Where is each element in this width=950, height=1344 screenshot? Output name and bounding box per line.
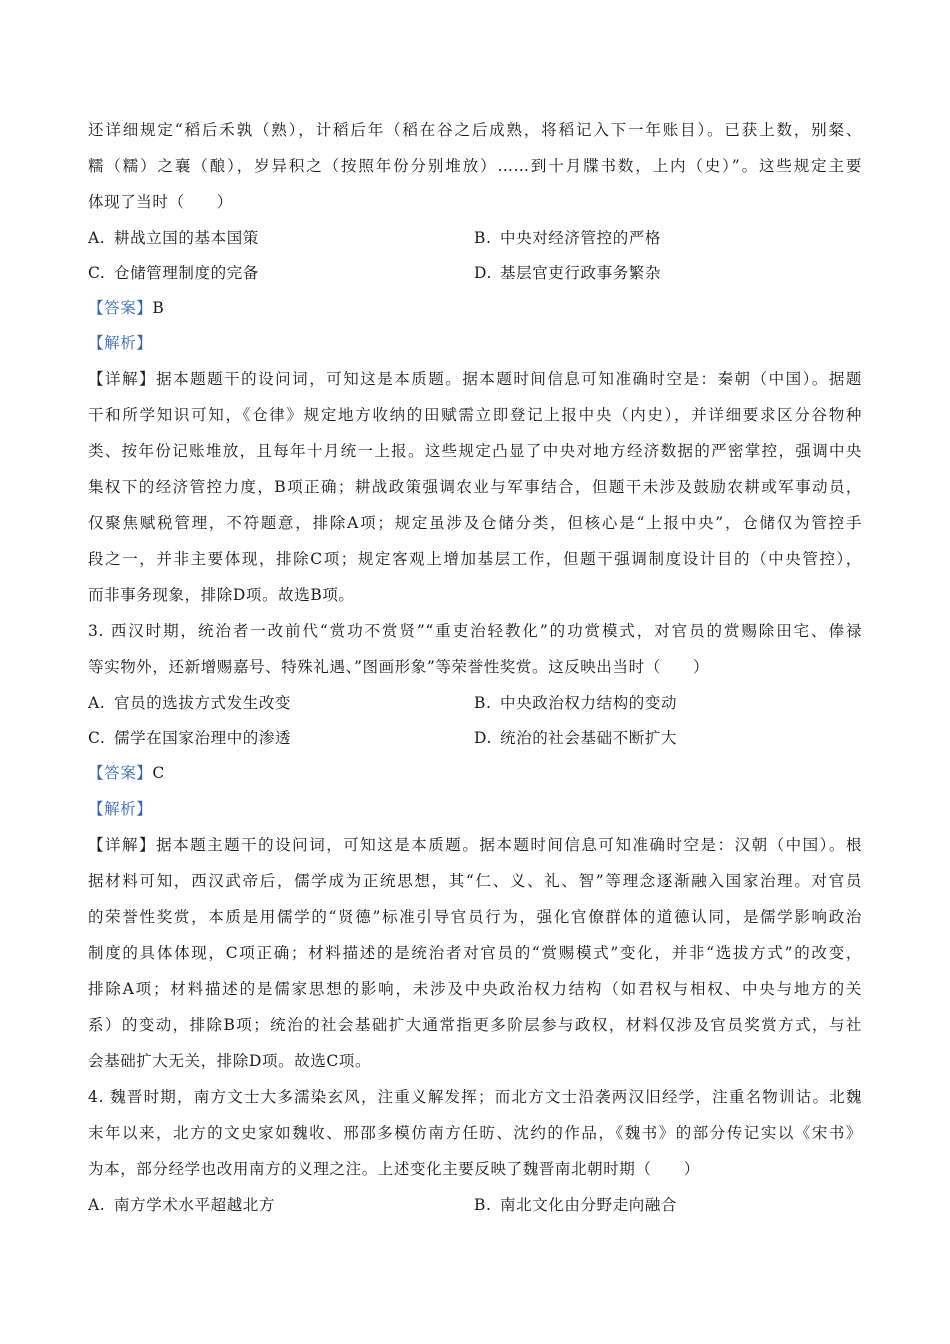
q3-option-c-text: 儒学在国家治理中的渗透 (114, 729, 292, 747)
q2-stem-line-2: 糯（糯）之襄（酿），岁异积之（按照年份分别堆放）……到十月牒书数，上内（史）”。这些规定主要 (88, 157, 862, 175)
q2-option-b-text: 中央对经济管控的严格 (500, 229, 662, 247)
q3-detail-line-4: 制度的具体体现，C项正确；材料描述的是统治者对官员的“赏赐模式”变化，并非“选拔方式”的改变， (88, 944, 862, 962)
q3-option-d-key: D. (474, 729, 493, 747)
q3-option-b (474, 693, 677, 713)
q3-option-a-text: 官员的选拔方式发生改变 (114, 694, 292, 712)
q2-option-b (474, 228, 661, 248)
q4-option-a-key: A. (88, 1196, 106, 1214)
q4-option-a-text: 南方学术水平超越北方 (114, 1196, 276, 1214)
q2-detail-line-1 (88, 369, 862, 389)
q2-option-c (88, 263, 259, 283)
q3-option-b-key: B. (474, 694, 492, 712)
q4-stem-line-1: 4. 魏晋时期，南方文士大多濡染玄风，注重义解发挥；而北方文士沿袭两汉旧经学，注重名物训诂。北魏 (88, 1088, 862, 1106)
q2-option-a-text: 耕战立国的基本国策 (114, 229, 259, 247)
q3-stem-line-2: 等实物外，还新增赐嘉号、特殊礼遇、”图画形象”等荣誉性奖赏。这反映出当时（ ） (88, 658, 710, 676)
answer-label: 【答案】 (88, 764, 153, 782)
q3-option-a (88, 693, 291, 713)
q3-detail-line-3: 的荣誉性奖赏，本质是用儒学的“贤德”标准引导官员行为，强化官僚群体的道德认同，是儒学影响政治 (88, 908, 862, 926)
detail-label: 【详解】 (88, 836, 157, 854)
detail-label: 【详解】 (88, 370, 157, 388)
q2-option-d (474, 263, 661, 283)
q2-detail-line-2: 干和所学知识可知，《仓律》规定地方收纳的田赋需立即登记上报中央（内史），并详细要求区分谷物种 (88, 406, 862, 424)
q4-option-b-text: 南北文化由分野走向融合 (500, 1196, 678, 1214)
q3-detail-line-7: 会基础扩大无关，排除D项。故选C项。 (88, 1052, 372, 1070)
q3-option-d (474, 728, 677, 748)
q2-stem-line-3: 体现了当时（ ） (88, 193, 233, 211)
analysis-label: 【解析】 (88, 334, 153, 352)
q3-detail-line-5: 排除A项；材料描述的是儒家思想的影响，未涉及中央政治权力结构（如君权与相权、中央与地方的关 (88, 980, 862, 998)
q2-detail-line-3: 类、按年份记账堆放，且每年十月统一上报。这些规定凸显了中央对地方经济数据的严密掌控，强调中央 (88, 442, 862, 460)
q3-option-d-text: 统治的社会基础不断扩大 (500, 729, 678, 747)
q3-option-c (88, 728, 291, 748)
q3-detail-line-2: 据材料可知，西汉武帝后，儒学成为正统思想，其“仁、义、礼、智”等理念逐渐融入国家治理。对官员 (88, 872, 862, 890)
q2-answer (88, 298, 862, 318)
q3-answer (88, 763, 862, 783)
q2-detail-line-6: 段之一，并非主要体现，排除C项；规定客观上增加基层工作，但题干强调制度设计目的（中央管控）， (88, 550, 862, 568)
q2-option-b-key: B. (474, 229, 492, 247)
q4-option-b-key: B. (474, 1196, 492, 1214)
q2-answer-value: B (152, 299, 165, 317)
q2-option-a (88, 228, 259, 248)
q2-option-a-key: A. (88, 229, 106, 247)
q3-option-c-key: C. (88, 729, 106, 747)
q2-option-d-key: D. (474, 264, 493, 282)
q2-detail-line-5: 仅聚焦赋税管理，不符题意，排除A项；规定虽涉及仓储分类，但核心是“上报中央”，仓储仅为管控手 (88, 514, 862, 532)
q2-detail-text-1: 据本题题干的设问词，可知这是本质题。据本题时间信息可知准确时空是：秦朝（中国）。据题 (156, 370, 862, 388)
q4-option-a (88, 1195, 275, 1215)
q2-detail-line-7: 而非事务现象，排除D项。故选B项。 (88, 586, 355, 604)
q3-detail-line-6: 系）的变动，排除B项；统治的社会基础扩大通常指更多阶层参与政权，材料仅涉及官员奖赏方式，与社 (88, 1016, 862, 1034)
q2-option-c-text: 仓储管理制度的完备 (114, 264, 259, 282)
q3-detail-line-1 (88, 835, 862, 855)
q3-answer-value: C (152, 764, 165, 782)
q2-stem-line-1: 还详细规定“稻后禾孰（熟），计稻后年（稻在谷之后成熟，将稻记入下一年账目）。已获上数，别粲、 (88, 121, 862, 139)
answer-label: 【答案】 (88, 299, 153, 317)
q3-option-b-text: 中央政治权力结构的变动 (500, 694, 678, 712)
q4-option-b (474, 1195, 677, 1215)
q2-analysis-label (88, 333, 862, 353)
q2-option-c-key: C. (88, 264, 106, 282)
q2-option-d-text: 基层官吏行政事务繁杂 (500, 264, 662, 282)
analysis-label: 【解析】 (88, 800, 153, 818)
q4-stem-line-2: 末年以来，北方的文史家如魏收、邢邵多模仿南方任昉、沈约的作品，《魏书》的部分传记实以《宋书》 (88, 1124, 862, 1142)
q2-detail-line-4: 集权下的经济管控力度，B项正确；耕战政策强调农业与军事结合，但题干未涉及鼓励农耕或军事动员， (88, 478, 862, 496)
q3-detail-text-1: 据本题主题干的设问词，可知这是本质题。据本题时间信息可知准确时空是：汉朝（中国）。根 (156, 836, 862, 854)
q4-stem-line-3: 为本，部分经学也改用南方的义理之注。上述变化主要反映了魏晋南北朝时期（ ） (88, 1160, 700, 1178)
q3-analysis-label (88, 799, 862, 819)
q3-option-a-key: A. (88, 694, 106, 712)
q3-stem-line-1: 3. 西汉时期，统治者一改前代“赏功不赏贤”“重吏治轻教化”的功赏模式，对官员的赏赐除田宅、俸禄 (88, 622, 862, 640)
